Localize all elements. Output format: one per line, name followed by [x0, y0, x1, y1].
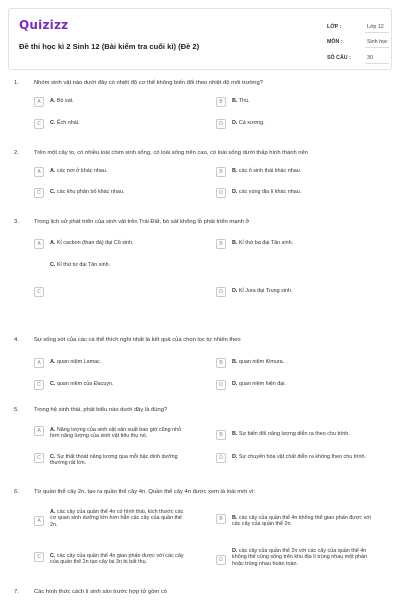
option-letter-box: C [34, 188, 44, 198]
info-value: 30 [367, 55, 373, 61]
option-letter-box: B [216, 358, 226, 368]
option-letter-box: A [34, 167, 44, 177]
question-number: 7. [14, 589, 19, 595]
option-letter-box: C [34, 287, 44, 297]
question-text: Trong lịch sử phát triển của sinh vật trên Trái Đất, bò sát khổng lồ phát triển mạnh ở [34, 219, 250, 225]
option-letter-box: D [216, 453, 226, 463]
question-text: Trong hệ sinh thái, phát biểu nào dưới đây là đúng? [34, 407, 168, 413]
option-letter-box: B [216, 239, 226, 249]
option-text: D. các vùng địa lí khác nhau. [232, 189, 302, 195]
option-letter-box: D [216, 555, 226, 565]
option-text: A. quan niệm Lamac. [50, 359, 102, 365]
info-label: MÔN : [327, 39, 343, 45]
option-text: A. Kỉ cacbon (than đá) đại Cổ sinh. [50, 240, 134, 246]
option-text: D. Sự chuyển hóa vật chất diễn ra không theo chu trình. [232, 454, 366, 460]
option-letter-box: A [34, 97, 44, 107]
option-letter-box: A [34, 426, 44, 436]
exam-title: Đề thi học kì 2 Sinh 12 (Bài kiểm tra cuối kì) (Đề 2) [19, 42, 200, 51]
option-letter-box: C [34, 453, 44, 463]
option-text: D. các cây của quần thể 2n với các cây của quần thể 4n không thể cùng sống trên khu địa lí trùng nhau một phần hoặc trùng nhau hoàn toàn. [232, 548, 368, 567]
option-text: B. Kỉ thứ ba đại Tân sinh. [232, 240, 294, 246]
option-text: C. Kỉ thứ tư đại Tân sinh. [50, 262, 111, 268]
question-text: Nhóm sinh vật nào dưới đây có nhiệt độ cơ thể không biến đổi theo nhiệt độ môi trường? [34, 80, 263, 86]
option-letter-box: A [34, 516, 44, 526]
info-underline [365, 32, 389, 33]
question-number: 6. [14, 489, 19, 495]
info-underline [365, 47, 389, 48]
info-label: SỐ CÂU : [327, 55, 351, 61]
question-number: 4. [14, 337, 19, 343]
info-value: Sinh học [367, 39, 388, 45]
option-text: B. các cây của quần thể 4n không thể giao phấn được với các cây của quần thể 2n. [232, 515, 371, 528]
question-number: 2. [14, 150, 19, 156]
question-text: Từ quần thể cây 2n, tạo ra quần thể cây 4n. Quần thể cây 4n được xem là loài mới vì: [34, 489, 255, 495]
quizizz-logo: Quizizz [19, 18, 69, 32]
option-letter-box: A [34, 358, 44, 368]
option-letter-box: B [216, 430, 226, 440]
option-letter-box: D [216, 119, 226, 129]
question-number: 3. [14, 219, 19, 225]
option-text: A. các cây của quần thể 4n có hình thái, kích thước các cơ quan sinh dưỡng lớn hơn hẳn các cây của quần thể 2n. [50, 509, 184, 528]
option-text: C. các khu phân bố khác nhau. [50, 189, 125, 195]
option-text: B. các ổ sinh thái khác nhau. [232, 168, 302, 174]
option-text: B. quan niệm Kimura. [232, 359, 285, 365]
question-text: Sự sống sót của các cá thể thích nghi nhất là kết quả của chọn lọc tự nhiên theo [34, 337, 241, 343]
option-letter-box: B [216, 514, 226, 524]
exam-header [8, 8, 392, 70]
question-text: Trên một cây to, có nhiều loài chim sinh sống, có loài sống trên cao, có loài sống dưới thấp hình thành nên [34, 150, 308, 156]
option-letter-box: A [34, 239, 44, 249]
option-letter-box: C [34, 380, 44, 390]
option-text: C. các cây của quần thể 4n giao phấn được với các cây của quần thể 2n tạo cây lai 3n bị bất thụ. [50, 553, 184, 566]
option-text: C. Sự thất thoát năng lượng qua mỗi bậc dinh dưỡng thường rất lớn. [50, 454, 178, 467]
option-letter-box: B [216, 167, 226, 177]
option-text: C. quan niệm của Đacuyn. [50, 381, 114, 387]
option-letter-box: C [34, 552, 44, 562]
option-letter-box: D [216, 287, 226, 297]
option-letter-box: D [216, 188, 226, 198]
option-letter-box: D [216, 380, 226, 390]
question-text: Các hình thức cách li sinh sản trước hợp tử gồm có [34, 589, 167, 595]
option-text: D. quan niệm hiện đại. [232, 381, 286, 387]
option-text: B. Sự biến đổi năng lượng diễn ra theo chu trình. [232, 431, 350, 437]
option-letter-box: B [216, 97, 226, 107]
option-text: C. Ếch nhái. [50, 120, 80, 126]
option-text: B. Thú. [232, 98, 250, 104]
option-text: A. Bò sát. [50, 98, 74, 104]
question-number: 1. [14, 80, 19, 86]
option-text: D. Cá xương. [232, 120, 265, 126]
option-text: A. các nơi ở khác nhau. [50, 168, 108, 174]
question-number: 5. [14, 407, 19, 413]
option-text: D. Kỉ Jura đại Trung sinh. [232, 288, 293, 294]
option-text: A. Năng lượng của sinh vật sản xuất bao giờ cũng nhỏ hơn năng lượng của sinh vật tiêu thụ nó. [50, 427, 182, 440]
info-underline [365, 63, 389, 64]
option-letter-box: C [34, 119, 44, 129]
info-value: Lớp 12 [367, 24, 384, 30]
info-label: LỚP : [327, 24, 342, 30]
